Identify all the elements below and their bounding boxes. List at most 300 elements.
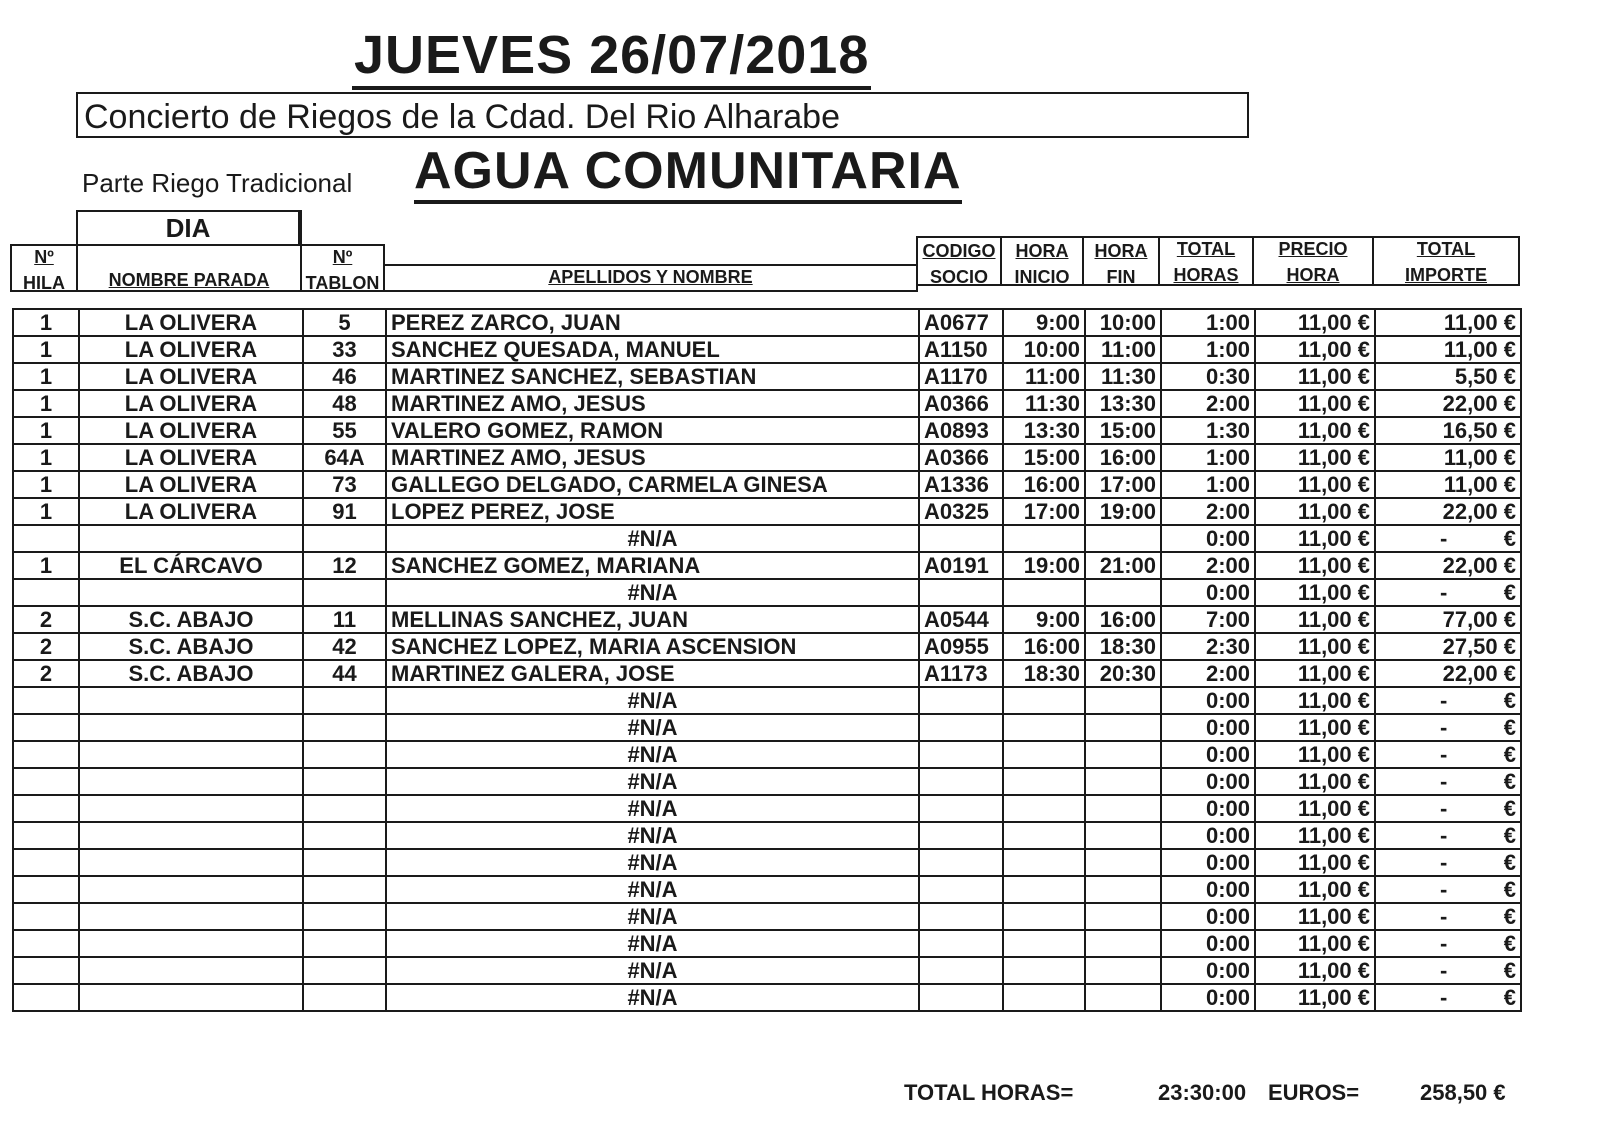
cell-tablon: 12 bbox=[303, 552, 386, 579]
col-importe-bottom: IMPORTE bbox=[1404, 265, 1487, 285]
cell-parada bbox=[79, 741, 303, 768]
table-row bbox=[13, 714, 1521, 741]
col-tablon-header bbox=[302, 244, 383, 296]
cell-importe bbox=[1375, 822, 1521, 849]
cell-parada bbox=[79, 579, 303, 606]
cell-nombre: #N/A bbox=[386, 579, 919, 606]
cell-hila: 1 bbox=[13, 444, 79, 471]
currency-symbol: € bbox=[1503, 526, 1516, 551]
cell-parada bbox=[79, 795, 303, 822]
cell-nombre: #N/A bbox=[386, 903, 919, 930]
cell-fin: 16:00 bbox=[1085, 444, 1161, 471]
cell-fin bbox=[1085, 903, 1161, 930]
cell-nombre: MARTINEZ SANCHEZ, SEBASTIAN bbox=[386, 363, 919, 390]
cell-inicio: 10:00 bbox=[1003, 336, 1085, 363]
cell-horas: 0:00 bbox=[1161, 687, 1255, 714]
cell-importe bbox=[1375, 930, 1521, 957]
col-inicio-bottom: INICIO bbox=[1014, 267, 1070, 287]
cell-fin bbox=[1085, 741, 1161, 768]
cell-codigo: A0325 bbox=[919, 498, 1003, 525]
cell-precio: 11,00 € bbox=[1255, 633, 1375, 660]
cell-nombre: #N/A bbox=[386, 795, 919, 822]
cell-hila bbox=[13, 714, 79, 741]
cell-fin bbox=[1085, 822, 1161, 849]
cell-nombre: MELLINAS SANCHEZ, JUAN bbox=[386, 606, 919, 633]
cell-importe bbox=[1375, 903, 1521, 930]
cell-horas: 0:30 bbox=[1161, 363, 1255, 390]
col-importe-top: TOTAL bbox=[1416, 239, 1476, 259]
cell-precio: 11,00 € bbox=[1255, 768, 1375, 795]
cell-nombre: #N/A bbox=[386, 984, 919, 1011]
cell-codigo bbox=[919, 741, 1003, 768]
cell-precio: 11,00 € bbox=[1255, 390, 1375, 417]
cell-fin: 21:00 bbox=[1085, 552, 1161, 579]
cell-parada: S.C. ABAJO bbox=[79, 606, 303, 633]
cell-horas: 1:00 bbox=[1161, 309, 1255, 336]
cell-tablon bbox=[303, 579, 386, 606]
cell-precio: 11,00 € bbox=[1255, 876, 1375, 903]
cell-codigo: A0366 bbox=[919, 390, 1003, 417]
cell-parada bbox=[79, 903, 303, 930]
cell-importe bbox=[1375, 741, 1521, 768]
cell-horas: 1:00 bbox=[1161, 336, 1255, 363]
cell-fin bbox=[1085, 957, 1161, 984]
cell-inicio: 11:30 bbox=[1003, 390, 1085, 417]
importe-dash: - bbox=[1440, 931, 1448, 956]
cell-importe bbox=[1375, 984, 1521, 1011]
cell-tablon bbox=[303, 930, 386, 957]
cell-codigo: A0366 bbox=[919, 444, 1003, 471]
cell-tablon: 5 bbox=[303, 309, 386, 336]
col-precio-top: PRECIO bbox=[1278, 239, 1348, 259]
cell-tablon bbox=[303, 741, 386, 768]
cell-fin: 15:00 bbox=[1085, 417, 1161, 444]
cell-parada bbox=[79, 984, 303, 1011]
cell-nombre: #N/A bbox=[386, 714, 919, 741]
cell-horas: 0:00 bbox=[1161, 903, 1255, 930]
cell-precio: 11,00 € bbox=[1255, 903, 1375, 930]
cell-parada bbox=[79, 714, 303, 741]
cell-nombre: #N/A bbox=[386, 687, 919, 714]
cell-codigo bbox=[919, 849, 1003, 876]
cell-codigo: A1150 bbox=[919, 336, 1003, 363]
cell-tablon: 44 bbox=[303, 660, 386, 687]
cell-nombre: #N/A bbox=[386, 768, 919, 795]
cell-importe bbox=[1375, 957, 1521, 984]
cell-precio: 11,00 € bbox=[1255, 714, 1375, 741]
cell-fin: 17:00 bbox=[1085, 471, 1161, 498]
cell-hila: 2 bbox=[13, 633, 79, 660]
cell-precio: 11,00 € bbox=[1255, 309, 1375, 336]
cell-tablon bbox=[303, 822, 386, 849]
currency-symbol: € bbox=[1503, 958, 1516, 983]
table-row bbox=[13, 498, 1521, 525]
currency-symbol: € bbox=[1503, 877, 1516, 902]
cell-codigo bbox=[919, 903, 1003, 930]
col-inicio-header bbox=[1002, 238, 1082, 290]
col-fin-header bbox=[1084, 238, 1158, 290]
cell-codigo: A0191 bbox=[919, 552, 1003, 579]
cell-fin: 20:30 bbox=[1085, 660, 1161, 687]
col-horas-top: TOTAL bbox=[1176, 239, 1236, 259]
currency-symbol: € bbox=[1503, 985, 1516, 1010]
table-body bbox=[13, 309, 1521, 1011]
cell-precio: 11,00 € bbox=[1255, 417, 1375, 444]
cell-tablon: 33 bbox=[303, 336, 386, 363]
cell-tablon bbox=[303, 525, 386, 552]
cell-importe bbox=[1375, 795, 1521, 822]
parte-label: Parte Riego Tradicional bbox=[82, 168, 353, 198]
cell-nombre: LOPEZ PEREZ, JOSE bbox=[386, 498, 919, 525]
table-row bbox=[13, 876, 1521, 903]
cell-parada: LA OLIVERA bbox=[79, 471, 303, 498]
cell-fin bbox=[1085, 687, 1161, 714]
cell-importe: 22,00 € bbox=[1375, 498, 1521, 525]
cell-precio: 11,00 € bbox=[1255, 984, 1375, 1011]
cell-hila: 1 bbox=[13, 552, 79, 579]
currency-symbol: € bbox=[1503, 823, 1516, 848]
euros-value: 258,50 € bbox=[1420, 1080, 1506, 1105]
cell-codigo: A0677 bbox=[919, 309, 1003, 336]
importe-dash: - bbox=[1440, 526, 1448, 551]
cell-inicio bbox=[1003, 984, 1085, 1011]
cell-tablon: 73 bbox=[303, 471, 386, 498]
cell-parada: S.C. ABAJO bbox=[79, 633, 303, 660]
cell-hila bbox=[13, 984, 79, 1011]
table-row bbox=[13, 444, 1521, 471]
cell-hila: 1 bbox=[13, 336, 79, 363]
cell-fin bbox=[1085, 984, 1161, 1011]
cell-parada bbox=[79, 849, 303, 876]
importe-dash: - bbox=[1440, 796, 1448, 821]
table-row bbox=[13, 363, 1521, 390]
col-precio-bottom: HORA bbox=[1286, 265, 1340, 285]
cell-precio: 11,00 € bbox=[1255, 579, 1375, 606]
cell-nombre: #N/A bbox=[386, 957, 919, 984]
cell-codigo: A0955 bbox=[919, 633, 1003, 660]
agua-title: AGUA COMUNITARIA bbox=[414, 144, 962, 204]
cell-nombre: MARTINEZ AMO, JESUS bbox=[386, 390, 919, 417]
cell-horas: 2:00 bbox=[1161, 498, 1255, 525]
cell-importe: 11,00 € bbox=[1375, 471, 1521, 498]
cell-hila bbox=[13, 687, 79, 714]
cell-parada bbox=[79, 525, 303, 552]
col-hila-header bbox=[12, 244, 76, 296]
cell-tablon bbox=[303, 957, 386, 984]
col-tablon-bottom: TABLON bbox=[305, 273, 380, 293]
cell-fin bbox=[1085, 876, 1161, 903]
cell-precio: 11,00 € bbox=[1255, 444, 1375, 471]
cell-horas: 2:30 bbox=[1161, 633, 1255, 660]
col-codigo-top: CODIGO bbox=[922, 241, 996, 261]
currency-symbol: € bbox=[1503, 742, 1516, 767]
cell-horas: 0:00 bbox=[1161, 795, 1255, 822]
cell-parada bbox=[79, 876, 303, 903]
cell-fin: 19:00 bbox=[1085, 498, 1161, 525]
cell-importe bbox=[1375, 849, 1521, 876]
importe-dash: - bbox=[1440, 688, 1448, 713]
col-precio-header bbox=[1254, 236, 1372, 288]
cell-horas: 0:00 bbox=[1161, 579, 1255, 606]
cell-importe: 22,00 € bbox=[1375, 660, 1521, 687]
cell-parada: LA OLIVERA bbox=[79, 363, 303, 390]
cell-parada: LA OLIVERA bbox=[79, 336, 303, 363]
cell-tablon: 64A bbox=[303, 444, 386, 471]
cell-inicio bbox=[1003, 795, 1085, 822]
cell-codigo bbox=[919, 579, 1003, 606]
cell-nombre: SANCHEZ QUESADA, MANUEL bbox=[386, 336, 919, 363]
cell-nombre: #N/A bbox=[386, 741, 919, 768]
cell-tablon bbox=[303, 903, 386, 930]
cell-hila bbox=[13, 957, 79, 984]
cell-horas: 0:00 bbox=[1161, 984, 1255, 1011]
cell-nombre: MARTINEZ GALERA, JOSE bbox=[386, 660, 919, 687]
cell-importe: 11,00 € bbox=[1375, 309, 1521, 336]
cell-parada: EL CÁRCAVO bbox=[79, 552, 303, 579]
cell-horas: 7:00 bbox=[1161, 606, 1255, 633]
cell-inicio: 19:00 bbox=[1003, 552, 1085, 579]
cell-tablon bbox=[303, 984, 386, 1011]
currency-symbol: € bbox=[1503, 796, 1516, 821]
cell-hila: 1 bbox=[13, 417, 79, 444]
cell-precio: 11,00 € bbox=[1255, 930, 1375, 957]
cell-inicio bbox=[1003, 741, 1085, 768]
cell-importe: 22,00 € bbox=[1375, 552, 1521, 579]
cell-hila: 1 bbox=[13, 498, 79, 525]
cell-parada: S.C. ABAJO bbox=[79, 660, 303, 687]
cell-precio: 11,00 € bbox=[1255, 471, 1375, 498]
cell-horas: 0:00 bbox=[1161, 930, 1255, 957]
cell-nombre: #N/A bbox=[386, 525, 919, 552]
cell-importe bbox=[1375, 876, 1521, 903]
table-row bbox=[13, 390, 1521, 417]
cell-parada: LA OLIVERA bbox=[79, 498, 303, 525]
cell-codigo: A1173 bbox=[919, 660, 1003, 687]
col-horas-header bbox=[1160, 236, 1252, 288]
cell-nombre: VALERO GOMEZ, RAMON bbox=[386, 417, 919, 444]
cell-hila bbox=[13, 822, 79, 849]
total-horas-label: TOTAL HORAS= bbox=[904, 1080, 1074, 1105]
cell-parada: LA OLIVERA bbox=[79, 417, 303, 444]
cell-codigo bbox=[919, 930, 1003, 957]
cell-parada: LA OLIVERA bbox=[79, 444, 303, 471]
cell-tablon bbox=[303, 849, 386, 876]
riego-table bbox=[12, 308, 1522, 1012]
cell-horas: 0:00 bbox=[1161, 741, 1255, 768]
cell-horas: 0:00 bbox=[1161, 957, 1255, 984]
table-row bbox=[13, 471, 1521, 498]
cell-inicio bbox=[1003, 687, 1085, 714]
cell-inicio: 9:00 bbox=[1003, 309, 1085, 336]
cell-fin bbox=[1085, 930, 1161, 957]
col-tablon-top: Nº bbox=[332, 247, 353, 267]
cell-tablon bbox=[303, 714, 386, 741]
cell-inicio: 16:00 bbox=[1003, 471, 1085, 498]
cell-codigo bbox=[919, 714, 1003, 741]
dia-label: DIA bbox=[76, 210, 300, 246]
cell-horas: 1:00 bbox=[1161, 471, 1255, 498]
cell-hila bbox=[13, 849, 79, 876]
cell-codigo bbox=[919, 795, 1003, 822]
table-row bbox=[13, 552, 1521, 579]
importe-dash: - bbox=[1440, 823, 1448, 848]
cell-codigo bbox=[919, 822, 1003, 849]
table-row bbox=[13, 822, 1521, 849]
cell-precio: 11,00 € bbox=[1255, 363, 1375, 390]
col-importe-header bbox=[1374, 236, 1518, 288]
col-hila-bottom: HILA bbox=[23, 273, 65, 293]
cell-codigo bbox=[919, 687, 1003, 714]
table-row bbox=[13, 930, 1521, 957]
cell-horas: 0:00 bbox=[1161, 876, 1255, 903]
cell-fin: 11:00 bbox=[1085, 336, 1161, 363]
importe-dash: - bbox=[1440, 904, 1448, 929]
cell-fin: 18:30 bbox=[1085, 633, 1161, 660]
col-parada-header: NOMBRE PARADA bbox=[108, 270, 270, 290]
cell-tablon bbox=[303, 795, 386, 822]
cell-hila: 1 bbox=[13, 309, 79, 336]
cell-codigo bbox=[919, 984, 1003, 1011]
cell-inicio bbox=[1003, 903, 1085, 930]
cell-codigo: A0893 bbox=[919, 417, 1003, 444]
cell-codigo: A0544 bbox=[919, 606, 1003, 633]
col-horas-bottom: HORAS bbox=[1173, 265, 1239, 285]
cell-importe bbox=[1375, 768, 1521, 795]
table-row bbox=[13, 795, 1521, 822]
cell-importe bbox=[1375, 579, 1521, 606]
cell-precio: 11,00 € bbox=[1255, 957, 1375, 984]
euros-label: EUROS= bbox=[1268, 1080, 1360, 1105]
currency-symbol: € bbox=[1503, 931, 1516, 956]
cell-hila bbox=[13, 525, 79, 552]
cell-nombre: SANCHEZ GOMEZ, MARIANA bbox=[386, 552, 919, 579]
cell-inicio: 17:00 bbox=[1003, 498, 1085, 525]
organization-name: Concierto de Riegos de la Cdad. Del Rio Alharabe bbox=[76, 92, 1249, 138]
cell-tablon bbox=[303, 768, 386, 795]
cell-inicio bbox=[1003, 957, 1085, 984]
cell-inicio bbox=[1003, 876, 1085, 903]
table-row bbox=[13, 849, 1521, 876]
cell-parada bbox=[79, 822, 303, 849]
currency-symbol: € bbox=[1503, 715, 1516, 740]
cell-importe: 27,50 € bbox=[1375, 633, 1521, 660]
cell-inicio: 15:00 bbox=[1003, 444, 1085, 471]
page-title: JUEVES 26/07/2018 bbox=[352, 26, 871, 90]
cell-inicio: 9:00 bbox=[1003, 606, 1085, 633]
cell-fin: 13:30 bbox=[1085, 390, 1161, 417]
cell-nombre: SANCHEZ LOPEZ, MARIA ASCENSION bbox=[386, 633, 919, 660]
cell-fin bbox=[1085, 714, 1161, 741]
cell-parada bbox=[79, 930, 303, 957]
cell-fin: 11:30 bbox=[1085, 363, 1161, 390]
table-row bbox=[13, 660, 1521, 687]
cell-tablon: 46 bbox=[303, 363, 386, 390]
cell-tablon: 11 bbox=[303, 606, 386, 633]
cell-tablon: 55 bbox=[303, 417, 386, 444]
cell-inicio: 18:30 bbox=[1003, 660, 1085, 687]
cell-horas: 0:00 bbox=[1161, 714, 1255, 741]
cell-horas: 0:00 bbox=[1161, 822, 1255, 849]
cell-inicio bbox=[1003, 930, 1085, 957]
currency-symbol: € bbox=[1503, 580, 1516, 605]
importe-dash: - bbox=[1440, 877, 1448, 902]
cell-codigo bbox=[919, 525, 1003, 552]
cell-hila bbox=[13, 579, 79, 606]
table-row bbox=[13, 984, 1521, 1011]
cell-hila bbox=[13, 903, 79, 930]
cell-hila bbox=[13, 930, 79, 957]
cell-hila: 1 bbox=[13, 363, 79, 390]
table-row bbox=[13, 741, 1521, 768]
cell-precio: 11,00 € bbox=[1255, 741, 1375, 768]
cell-hila: 1 bbox=[13, 471, 79, 498]
cell-tablon: 91 bbox=[303, 498, 386, 525]
cell-tablon: 42 bbox=[303, 633, 386, 660]
cell-inicio: 16:00 bbox=[1003, 633, 1085, 660]
cell-fin bbox=[1085, 579, 1161, 606]
cell-parada bbox=[79, 957, 303, 984]
importe-dash: - bbox=[1440, 715, 1448, 740]
cell-inicio: 13:30 bbox=[1003, 417, 1085, 444]
col-fin-bottom: FIN bbox=[1106, 267, 1136, 287]
cell-inicio bbox=[1003, 579, 1085, 606]
cell-importe: 22,00 € bbox=[1375, 390, 1521, 417]
cell-importe bbox=[1375, 687, 1521, 714]
cell-horas: 0:00 bbox=[1161, 525, 1255, 552]
total-horas-value: 23:30:00 bbox=[1158, 1080, 1247, 1105]
table-row bbox=[13, 633, 1521, 660]
col-hila-top: Nº bbox=[34, 247, 54, 267]
currency-symbol: € bbox=[1503, 850, 1516, 875]
cell-codigo: A1170 bbox=[919, 363, 1003, 390]
cell-hila bbox=[13, 741, 79, 768]
cell-fin: 10:00 bbox=[1085, 309, 1161, 336]
cell-codigo bbox=[919, 876, 1003, 903]
cell-hila: 2 bbox=[13, 660, 79, 687]
cell-tablon bbox=[303, 876, 386, 903]
table-row bbox=[13, 579, 1521, 606]
cell-hila bbox=[13, 768, 79, 795]
currency-symbol: € bbox=[1503, 769, 1516, 794]
importe-dash: - bbox=[1440, 850, 1448, 875]
table-row bbox=[13, 687, 1521, 714]
cell-fin bbox=[1085, 525, 1161, 552]
cell-parada: LA OLIVERA bbox=[79, 390, 303, 417]
col-codigo-header bbox=[918, 238, 1000, 290]
cell-precio: 11,00 € bbox=[1255, 498, 1375, 525]
cell-inicio bbox=[1003, 768, 1085, 795]
cell-importe: 77,00 € bbox=[1375, 606, 1521, 633]
importe-dash: - bbox=[1440, 742, 1448, 767]
cell-horas: 1:00 bbox=[1161, 444, 1255, 471]
importe-dash: - bbox=[1440, 580, 1448, 605]
cell-precio: 11,00 € bbox=[1255, 336, 1375, 363]
cell-importe: 16,50 € bbox=[1375, 417, 1521, 444]
cell-precio: 11,00 € bbox=[1255, 525, 1375, 552]
col-codigo-bottom: SOCIO bbox=[929, 267, 988, 287]
cell-tablon bbox=[303, 687, 386, 714]
table-row bbox=[13, 768, 1521, 795]
table-row bbox=[13, 525, 1521, 552]
cell-fin bbox=[1085, 849, 1161, 876]
col-inicio-top: HORA bbox=[1015, 241, 1069, 261]
cell-tablon: 48 bbox=[303, 390, 386, 417]
cell-hila: 1 bbox=[13, 390, 79, 417]
cell-importe: 11,00 € bbox=[1375, 444, 1521, 471]
cell-horas: 2:00 bbox=[1161, 390, 1255, 417]
cell-inicio bbox=[1003, 849, 1085, 876]
importe-dash: - bbox=[1440, 985, 1448, 1010]
